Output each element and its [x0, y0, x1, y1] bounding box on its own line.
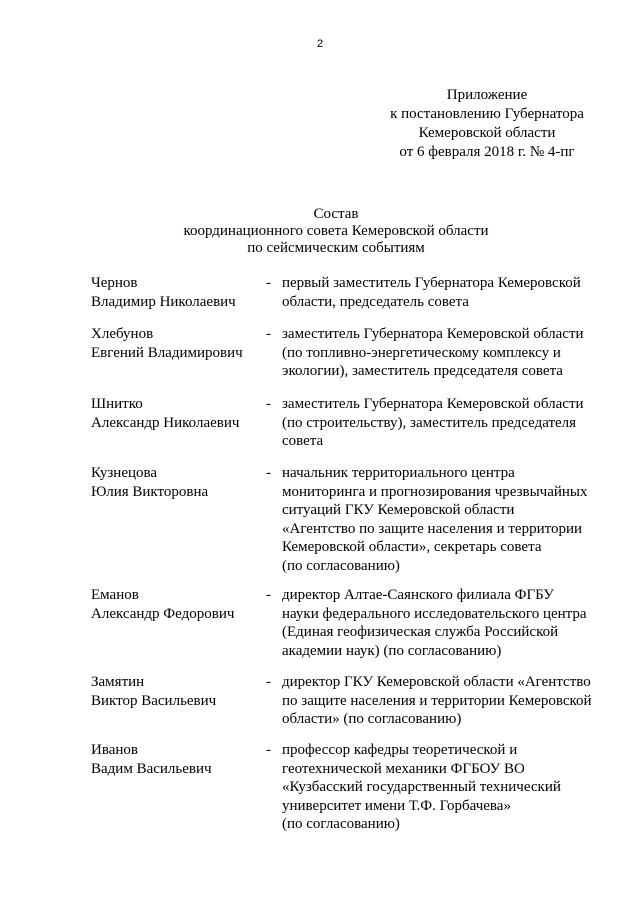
member-role	[282, 395, 602, 451]
dash-separator: -	[266, 396, 271, 412]
title-line: Состав	[313, 206, 359, 222]
given-names: Евгений Владимирович	[91, 344, 243, 361]
appendix-block	[372, 86, 602, 162]
role-line: области, председатель совета	[282, 293, 469, 310]
role-line: ситуаций ГКУ Кемеровской области	[282, 502, 515, 518]
surname: Кузнецова	[91, 465, 158, 481]
member-name	[91, 325, 261, 362]
given-names: Юлия Викторовна	[91, 483, 209, 500]
role-line: директор ГКУ Кемеровской области «Агентство	[282, 674, 591, 690]
role-line: (по топливно-энергетическому комплексу и	[282, 344, 561, 361]
role-line: (по строительству), заместитель председателя	[282, 414, 577, 431]
role-line: начальник территориального центра	[282, 465, 515, 481]
surname: Шнитко	[91, 396, 143, 412]
role-line: науки федерального исследовательского центра	[282, 605, 587, 622]
member-name	[91, 464, 261, 501]
role-line: заместитель Губернатора Кемеровской области	[282, 326, 584, 342]
role-line: области» (по согласованию)	[282, 711, 462, 727]
member-name	[91, 395, 261, 432]
role-line: заместитель Губернатора Кемеровской области	[282, 396, 584, 412]
surname: Замятин	[91, 674, 145, 690]
role-line: экологии), заместитель председателя совета	[282, 363, 563, 379]
given-names: Владимир Николаевич	[91, 293, 236, 310]
role-line: «Кузбасский государственный технический	[282, 779, 561, 795]
role-line: мониторинга и прогнозирования чрезвычайных	[282, 483, 588, 500]
role-line: геотехнической механики ФГБОУ ВО	[282, 760, 525, 777]
page-number: 2	[316, 38, 324, 50]
dash-separator: -	[266, 326, 271, 342]
member-name	[91, 586, 261, 623]
dash-separator: -	[266, 587, 271, 603]
role-line: «Агентство по защите населения и территории	[282, 520, 583, 537]
title-line: координационного совета Кемеровской области	[183, 223, 489, 239]
member-role	[282, 274, 602, 311]
surname: Чернов	[91, 275, 138, 291]
member-name	[91, 673, 261, 710]
dash-separator: -	[266, 465, 271, 481]
given-names: Вадим Васильевич	[91, 760, 212, 777]
member-role	[282, 325, 602, 381]
role-line: по защите населения и территории Кемеровской	[282, 692, 592, 709]
title-line: по сейсмическим событиям	[247, 240, 425, 256]
dash-separator: -	[266, 742, 271, 758]
appendix-line: от 6 февраля 2018 г. № 4-пг	[399, 144, 575, 160]
surname: Хлебунов	[91, 326, 154, 342]
appendix-line: Кемеровской области	[418, 125, 556, 141]
given-names: Александр Федорович	[91, 605, 235, 622]
surname: Еманов	[91, 587, 139, 603]
dash-separator: -	[266, 275, 271, 291]
role-line: Кемеровской области», секретарь совета	[282, 539, 542, 555]
role-line: профессор кафедры теоретической и	[282, 742, 518, 758]
role-line: директор Алтае-Саянского филиала ФГБУ	[282, 587, 554, 603]
member-role	[282, 586, 602, 660]
document-title	[0, 206, 640, 257]
role-line: университет имени Т.Ф. Горбачева»	[282, 797, 511, 814]
given-names: Виктор Васильевич	[91, 692, 217, 709]
appendix-line: к постановлению Губернатора	[390, 106, 584, 122]
given-names: Александр Николаевич	[91, 414, 240, 431]
surname: Иванов	[91, 742, 138, 758]
role-line: (по согласованию)	[282, 816, 400, 832]
role-line: совета	[282, 433, 324, 449]
member-role	[282, 464, 602, 575]
role-line: первый заместитель Губернатора Кемеровской	[282, 275, 581, 291]
member-name	[91, 274, 261, 311]
member-role	[282, 673, 602, 729]
role-line: (Единая геофизическая служба Российской	[282, 624, 559, 640]
member-role	[282, 741, 602, 834]
dash-separator: -	[266, 674, 271, 690]
role-line: академии наук) (по согласованию)	[282, 642, 502, 659]
appendix-line: Приложение	[446, 87, 528, 103]
member-name	[91, 741, 261, 778]
role-line: (по согласованию)	[282, 557, 400, 574]
